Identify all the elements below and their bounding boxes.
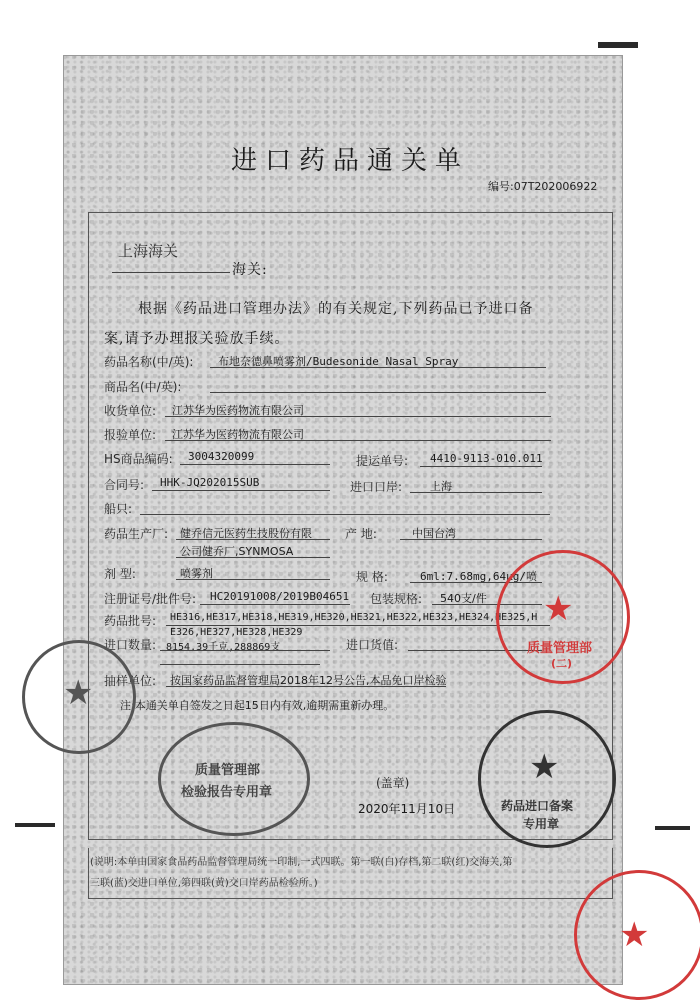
manufacturer-value-line-2: 公司健乔厂,SYNMOSA [180,545,294,558]
field-underline [165,440,551,441]
field-underline [200,604,350,605]
origin-value: 中国台湾 [412,527,456,540]
quality-dept-stamp-sub: (二) [551,657,573,670]
customs-suffix: 海关: [232,262,268,278]
field-underline [176,539,330,540]
manufacturer-value-line-1: 健乔信元医药生技股份有限 [180,527,312,540]
consignee-label: 收货单位: [104,404,157,418]
field-underline [152,490,330,491]
field-underline [420,466,542,467]
pack-label: 包装规格: [370,592,423,606]
batch-value-line-2: E326,HE327,HE328,HE329 [170,627,303,638]
batch-value-line-1: HE316,HE317,HE318,HE319,HE320,HE321,HE322,HE323,HE324,HE325,H [170,612,538,623]
bill-no-label: 提运单号: [356,454,409,468]
inspection-unit-label: 报验单位: [104,428,157,442]
field-underline [176,557,330,558]
dosage-form-label: 剂 型: [104,567,136,581]
inspection-stamp-text-1: 质量管理部 [195,763,261,778]
scan-edge-mark [655,826,690,830]
field-underline [410,492,542,493]
left-partial-stamp [22,640,136,754]
intro-line-1: 根据《药品进口管理办法》的有关规定,下列药品已予进口备 [138,301,534,317]
quantity-value: 8154.39千克,288869支 [166,642,281,653]
star-icon: ★ [619,915,650,955]
inspection-unit-value: 江苏华为医药物流有限公司 [172,428,304,441]
drug-name-label: 药品名称(中/英): [104,355,194,369]
field-underline [160,664,320,665]
footer-line-1: (说明:本单由国家食品药品监督管理局统一印制,一式四联。第一联(白)存档,第二联(红)交海关,第 [90,857,513,868]
spec-label: 规 格: [356,570,388,584]
contract-value: HHK-JQ202015SUB [160,476,260,489]
field-underline [180,464,330,465]
registration-label: 注册证号/批件号: [104,592,197,606]
document-number-value: 07T202006922 [513,180,598,193]
field-underline [140,514,550,515]
document-title: 进口药品通关单 [230,146,469,176]
field-underline [160,650,330,651]
value-label: 进口货值: [346,638,399,652]
drug-filing-stamp [478,710,616,848]
pack-value: 540支/件 [440,592,487,605]
vessel-label: 船只: [104,502,133,516]
scan-edge-mark [598,42,638,48]
quantity-label: 进口数量: [104,638,157,652]
field-underline [166,625,550,626]
sampling-value: 按国家药品监督管理局2018年12号公告,本品免口岸检验 [170,674,447,687]
field-underline [210,392,546,393]
sampling-label: 抽样单位: [104,674,157,688]
filing-stamp-text-2: 专用章 [523,817,560,831]
field-underline [165,416,551,417]
filing-stamp-text-1: 药品进口备案 [501,799,574,813]
port-label: 进口口岸: [350,480,403,494]
star-icon: ★ [63,673,94,713]
bill-no-value: 4410-9113-010.011 [430,452,543,465]
field-underline [166,686,446,687]
origin-label: 产 地: [345,527,377,541]
inspection-stamp-text-2: 检验报告专用章 [181,785,273,800]
issue-date: 2020年11月10日 [358,802,456,816]
inspection-report-stamp [158,722,310,836]
validity-note: 注:本通关单自签发之日起15日内有效,逾期需重新办理。 [120,699,395,712]
hs-code-label: HS商品编码: [104,452,173,466]
customs-name: 上海海关 [118,242,179,260]
field-underline [176,579,330,580]
seal-label: (盖章) [376,776,410,790]
scan-edge-mark [15,823,55,827]
star-icon: ★ [529,747,560,787]
field-underline [210,367,546,368]
document-number-label: 编号: [488,180,514,193]
footer-line-2: 三联(蓝)交进口单位,第四联(黄)交口岸药品检验所。) [90,878,318,889]
contract-label: 合同号: [104,478,145,492]
field-underline [400,539,542,540]
star-icon: ★ [543,589,574,629]
consignee-value: 江苏华为医药物流有限公司 [172,404,304,417]
document-number [488,178,597,194]
quality-dept-stamp [496,550,630,684]
customs-underline [112,272,230,273]
dosage-form-value: 喷雾剂 [180,567,213,580]
quality-dept-stamp-text: 质量管理部 [527,641,593,656]
company-red-stamp [574,870,700,1000]
spec-value: 6ml:7.68mg,64μg/喷 [420,570,537,583]
trade-name-label: 商品名(中/英): [104,380,182,394]
drug-name-value: 布地奈德鼻喷雾剂/Budesonide Nasal Spray [218,355,459,368]
manufacturer-label: 药品生产厂: [104,527,169,541]
registration-value: HC20191008/2019B04651 [210,590,350,603]
port-value: 上海 [430,480,452,493]
batch-label: 药品批号: [104,614,157,628]
hs-code-value: 3004320099 [188,450,255,463]
intro-line-2: 案,请予办理报关验放手续。 [104,331,290,347]
